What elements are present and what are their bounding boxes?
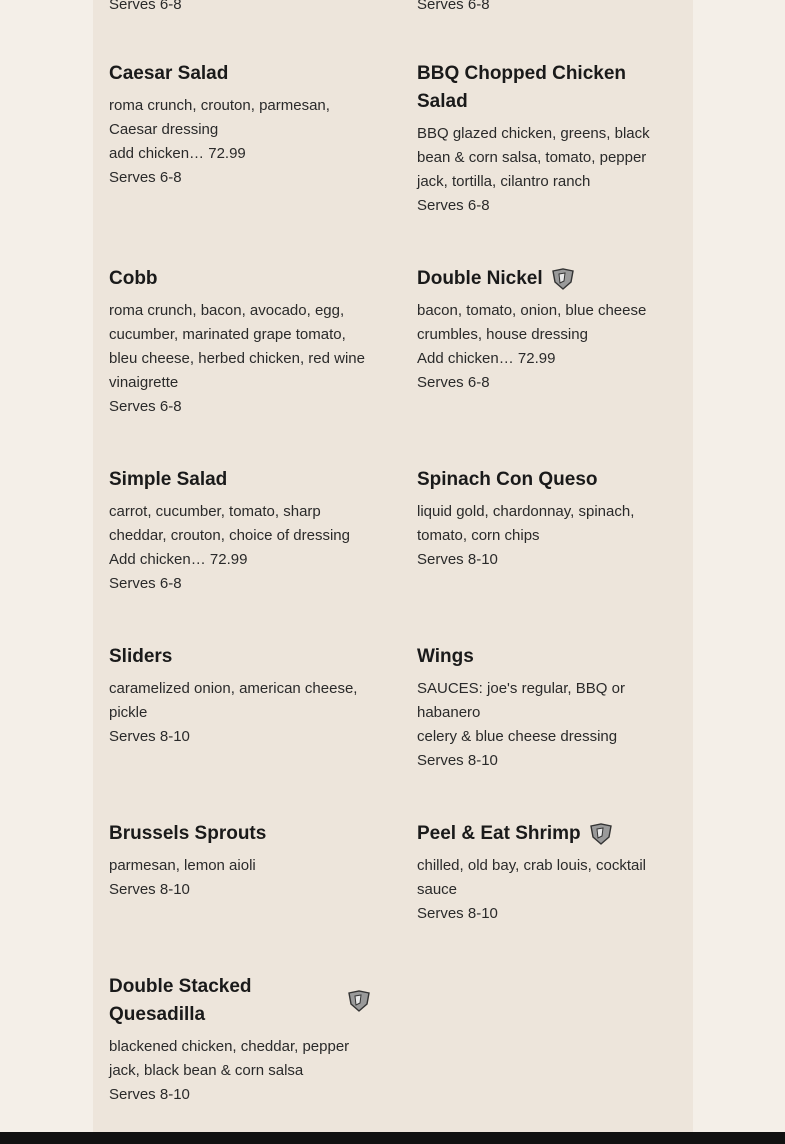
menu-item-wings[interactable] <box>417 643 679 773</box>
item-description: BBQ glazed chicken, greens, black bean & corn salsa, tomato, pepper jack, tortilla, cilantro ranch <box>417 125 650 190</box>
partial-item-right <box>417 0 679 17</box>
menu-item-peel-eat-shrimp[interactable] <box>417 820 679 926</box>
item-title: Double Nickel <box>417 268 543 289</box>
menu-item-cobb[interactable] <box>109 265 371 419</box>
item-title: Double Stacked Quesadilla <box>109 976 252 1025</box>
menu-item-brussels-sprouts[interactable] <box>109 820 371 902</box>
serves-text: Serves 8-10 <box>417 752 498 769</box>
item-description: caramelized onion, american cheese, pickle <box>109 680 358 721</box>
serves-text: Serves 8-10 <box>109 1086 190 1103</box>
item-title: Simple Salad <box>109 469 228 490</box>
serves-text: Serves 8-10 <box>417 551 498 568</box>
menu-item-bbq-chopped-chicken-salad[interactable] <box>417 60 679 218</box>
serves-text: Serves 6-8 <box>417 0 490 13</box>
menu-item-caesar-salad[interactable] <box>109 60 371 190</box>
menu-item-double-nickel[interactable] <box>417 265 679 395</box>
item-description: blackened chicken, cheddar, pepper jack, black bean & corn salsa <box>109 1038 350 1079</box>
item-title: Peel & Eat Shrimp <box>417 823 581 844</box>
item-description: SAUCES: joe's regular, BBQ or habanero <box>417 680 625 721</box>
menu-item-sliders[interactable] <box>109 643 371 749</box>
item-title: Sliders <box>109 646 173 667</box>
item-title: BBQ Chopped Chicken Salad <box>417 63 627 112</box>
serves-text: Serves 6-8 <box>109 398 182 415</box>
item-description: roma crunch, bacon, avocado, egg, cucumber, marinated grape tomato, bleu cheese, herbed chicken, red wine vinaigrette <box>109 302 365 391</box>
footer-bar <box>0 1132 785 1144</box>
item-title: Cobb <box>109 268 158 289</box>
item-addon: Add chicken… 72.99 <box>109 551 248 568</box>
menu-item-double-stacked-quesadilla[interactable] <box>109 973 371 1107</box>
menu-item-spinach-con-queso[interactable] <box>417 466 679 572</box>
shield-badge-icon <box>589 823 613 845</box>
serves-text: Serves 8-10 <box>109 728 190 745</box>
item-description: roma crunch, crouton, parmesan, Caesar dressing <box>109 97 330 138</box>
serves-text: Serves 8-10 <box>109 881 190 898</box>
item-title: Brussels Sprouts <box>109 823 267 844</box>
item-title: Caesar Salad <box>109 63 229 84</box>
item-description: carrot, cucumber, tomato, sharp cheddar, crouton, choice of dressing <box>109 503 350 544</box>
serves-text: Serves 6-8 <box>109 0 182 13</box>
menu-item-simple-salad[interactable] <box>109 466 371 596</box>
shield-badge-icon <box>347 990 371 1012</box>
item-title: Spinach Con Queso <box>417 469 598 490</box>
item-description: parmesan, lemon aioli <box>109 857 256 874</box>
item-description: bacon, tomato, onion, blue cheese crumbles, house dressing <box>417 302 647 343</box>
item-description: liquid gold, chardonnay, spinach, tomato, corn chips <box>417 503 635 544</box>
item-title: Wings <box>417 646 474 667</box>
serves-text: Serves 6-8 <box>109 575 182 592</box>
item-addon: add chicken… 72.99 <box>109 145 246 162</box>
shield-badge-icon <box>551 268 575 290</box>
serves-text: Serves 6-8 <box>417 197 490 214</box>
serves-text: Serves 6-8 <box>417 374 490 391</box>
serves-text: Serves 6-8 <box>109 169 182 186</box>
item-addon: Add chicken… 72.99 <box>417 350 556 367</box>
item-description: chilled, old bay, crab louis, cocktail sauce <box>417 857 646 898</box>
item-addon: celery & blue cheese dressing <box>417 728 618 745</box>
partial-item-left <box>109 0 371 17</box>
serves-text: Serves 8-10 <box>417 905 498 922</box>
